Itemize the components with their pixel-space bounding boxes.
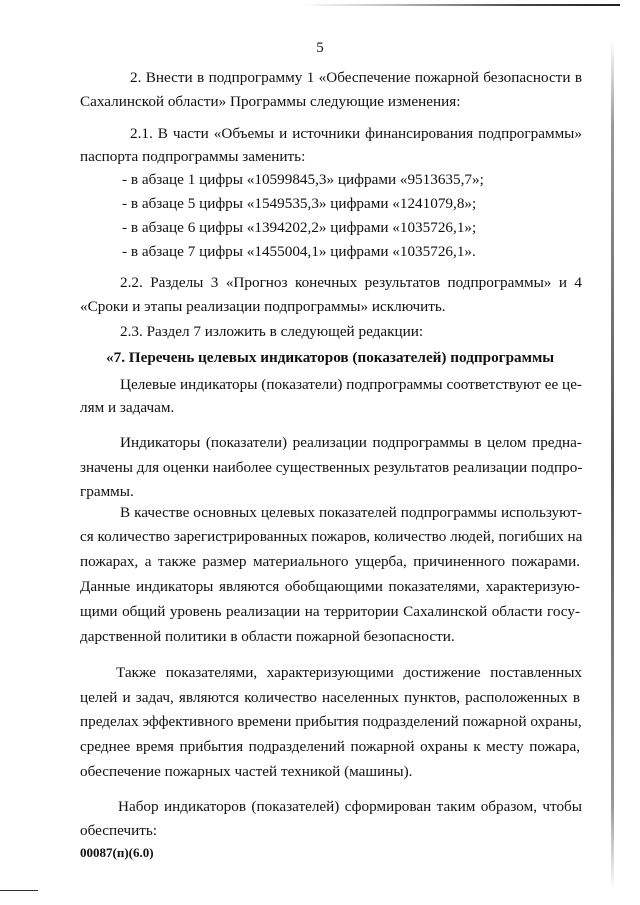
paragraph-line: Сахалинской области» Программы следующие изменения: (80, 93, 461, 110)
list-item: - в абзаце 6 цифры «1394202,2» цифрами «1035726,1»; (122, 219, 477, 236)
paragraph-line: 2.2. Разделы 3 «Прогноз конечных результатов подпрограммы» и 4 (120, 274, 582, 291)
paragraph-line: ся количество зарегистрированных пожаров, количество людей, погибших на (80, 528, 583, 545)
paragraph-line: значены для оценки наиболее существенных результатов реализации подпро- (80, 459, 583, 476)
page-number: 5 (316, 40, 324, 56)
paragraph-line: Данные индикаторы являются обобщающими показателями, характеризую- (80, 578, 580, 595)
list-item: - в абзаце 1 цифры «10599845,3» цифрами «9513635,7»; (122, 171, 484, 188)
paragraph-line: «Сроки и этапы реализации подпрограммы» исключить. (80, 298, 446, 315)
paragraph-line: граммы. (80, 483, 134, 500)
document-code: 00087(п)(6.0) (80, 845, 154, 860)
paragraph-line: обеспечить: (80, 822, 158, 839)
paragraph-line: 2. Внести в подпрограмму 1 «Обеспечение пожарной безопасности в (130, 69, 582, 86)
scan-artifact-top (300, 4, 620, 6)
paragraph-line: щими общий уровень реализации на территории Сахалинской области госу- (80, 603, 580, 620)
scan-artifact-right-edge (611, 40, 614, 890)
paragraph-line: 2.3. Раздел 7 изложить в следующей редакции: (120, 323, 424, 340)
paragraph-line: целей и задач, являются количество населенных пунктов, расположенных в (80, 689, 580, 706)
paragraph-line: 2.1. В части «Объемы и источники финансирования подпрограммы» (130, 125, 582, 142)
list-item: - в абзаце 5 цифры «1549535,3» цифрами «1241079,8»; (122, 195, 477, 212)
paragraph-line: Индикаторы (показатели) реализации подпрограммы в целом предна- (120, 434, 582, 451)
paragraph-line: обеспечение пожарных частей техникой (машины). (80, 763, 413, 780)
paragraph-line: пожарах, а также размер материального ущерба, причиненного пожарами. (80, 553, 580, 570)
paragraph-line: Целевые индикаторы (показатели) подпрограммы соответствуют ее це- (120, 376, 582, 393)
paragraph-line: пределах эффективного времени прибытия подразделений пожарной охраны, (80, 713, 582, 730)
scan-artifact-left-mark (0, 890, 38, 891)
paragraph-line: В качестве основных целевых показателей подпрограммы используют- (120, 504, 582, 521)
paragraph-line: паспорта подпрограммы заменить: (80, 148, 306, 165)
section-heading: «7. Перечень целевых индикаторов (показателей) подпрограммы (106, 349, 555, 366)
paragraph-line: среднее время прибытия подразделений пожарной охраны к месту пожара, (80, 738, 580, 755)
paragraph-line: Набор индикаторов (показателей) сформирован таким образом, чтобы (118, 798, 582, 815)
paragraph-line: лям и задачам. (80, 399, 175, 416)
paragraph-line: Также показателями, характеризующими достижение поставленных (116, 664, 582, 681)
list-item: - в абзаце 7 цифры «1455004,1» цифрами «1035726,1». (122, 243, 476, 260)
paragraph-line: дарственной политики в области пожарной безопасности. (80, 628, 455, 645)
